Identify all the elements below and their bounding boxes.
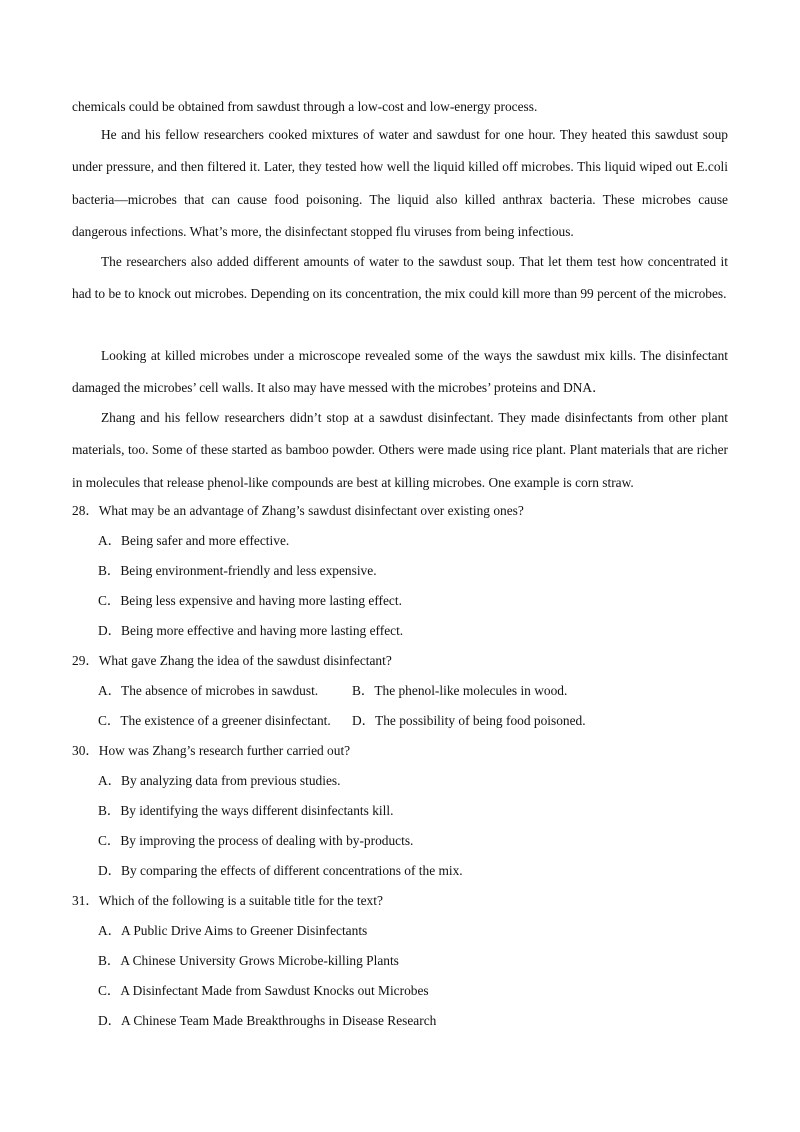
question-30-option-a[interactable]: A．By analyzing data from previous studies. — [98, 773, 341, 788]
question-29-option-c[interactable]: C．The existence of a greener disinfectant. — [98, 713, 331, 728]
question-30-option-d[interactable]: D．By comparing the effects of different concentrations of the mix. — [98, 863, 463, 878]
question-30-option-b[interactable]: B．By identifying the ways different disinfectants kill. — [98, 803, 394, 818]
question-31-option-b[interactable]: B．A Chinese University Grows Microbe-killing Plants — [98, 953, 399, 968]
question-29-option-b[interactable]: B．The phenol-like molecules in wood. — [352, 683, 568, 698]
question-28-option-a[interactable]: A．Being safer and more effective. — [98, 533, 290, 548]
question-28-option-d[interactable]: D．Being more effective and having more lasting effect. — [98, 623, 404, 638]
passage-paragraph-4: Zhang and his fellow researchers didn’t stop at a sawdust disinfectant. They made disinfectants from other plant materials, too. Some of these started as bamboo powder. Others were made using rice plant. Plant materials that are richer in molecules that release phenol-like compounds are best at killing microbes. One example is corn straw. — [72, 410, 728, 490]
question-30-stem: 30．How was Zhang’s research further carried out? — [72, 743, 351, 758]
question-29-option-a[interactable]: A．The absence of microbes in sawdust. — [98, 683, 319, 698]
question-28-option-c[interactable]: C．Being less expensive and having more lasting effect. — [98, 593, 402, 608]
passage-paragraph-0: chemicals could be obtained from sawdust through a low-cost and low-energy process. — [72, 99, 538, 114]
passage-paragraph-1: He and his fellow researchers cooked mixtures of water and sawdust for one hour. They heated this sawdust soup under pressure, and then filtered it. Later, they tested how well the liquid killed off microbes. This liquid wiped out E.coli bacteria—microbes that can cause food poisoning. The liquid also killed anthrax bacteria. These microbes cause dangerous infections. What’s more, the disinfectant stopped flu viruses from being infectious. — [72, 127, 728, 239]
question-30-option-c[interactable]: C．By improving the process of dealing with by-products. — [98, 833, 414, 848]
question-28-stem: 28．What may be an advantage of Zhang’s sawdust disinfectant over existing ones? — [72, 503, 524, 518]
question-31-option-d[interactable]: D．A Chinese Team Made Breakthroughs in Disease Research — [98, 1013, 437, 1028]
question-29-option-d[interactable]: D．The possibility of being food poisoned. — [352, 713, 586, 728]
question-31-stem: 31．Which of the following is a suitable title for the text? — [72, 893, 383, 908]
passage-paragraph-3: Looking at killed microbes under a microscope revealed some of the ways the sawdust mix kills. The disinfectant damaged the microbes’ cell walls. It also may have messed with the microbes’ proteins and DNA． — [72, 348, 728, 396]
question-29-stem: 29．What gave Zhang the idea of the sawdust disinfectant? — [72, 653, 392, 668]
question-31-option-c[interactable]: C．A Disinfectant Made from Sawdust Knocks out Microbes — [98, 983, 429, 998]
question-28-option-b[interactable]: B．Being environment-friendly and less expensive. — [98, 563, 377, 578]
question-31-option-a[interactable]: A．A Public Drive Aims to Greener Disinfectants — [98, 923, 368, 938]
passage-paragraph-2: The researchers also added different amounts of water to the sawdust soup. That let them test how concentrated it had to be to knock out microbes. Depending on its concentration, the mix could kill more than 99 percent of the microbes. — [72, 254, 728, 302]
